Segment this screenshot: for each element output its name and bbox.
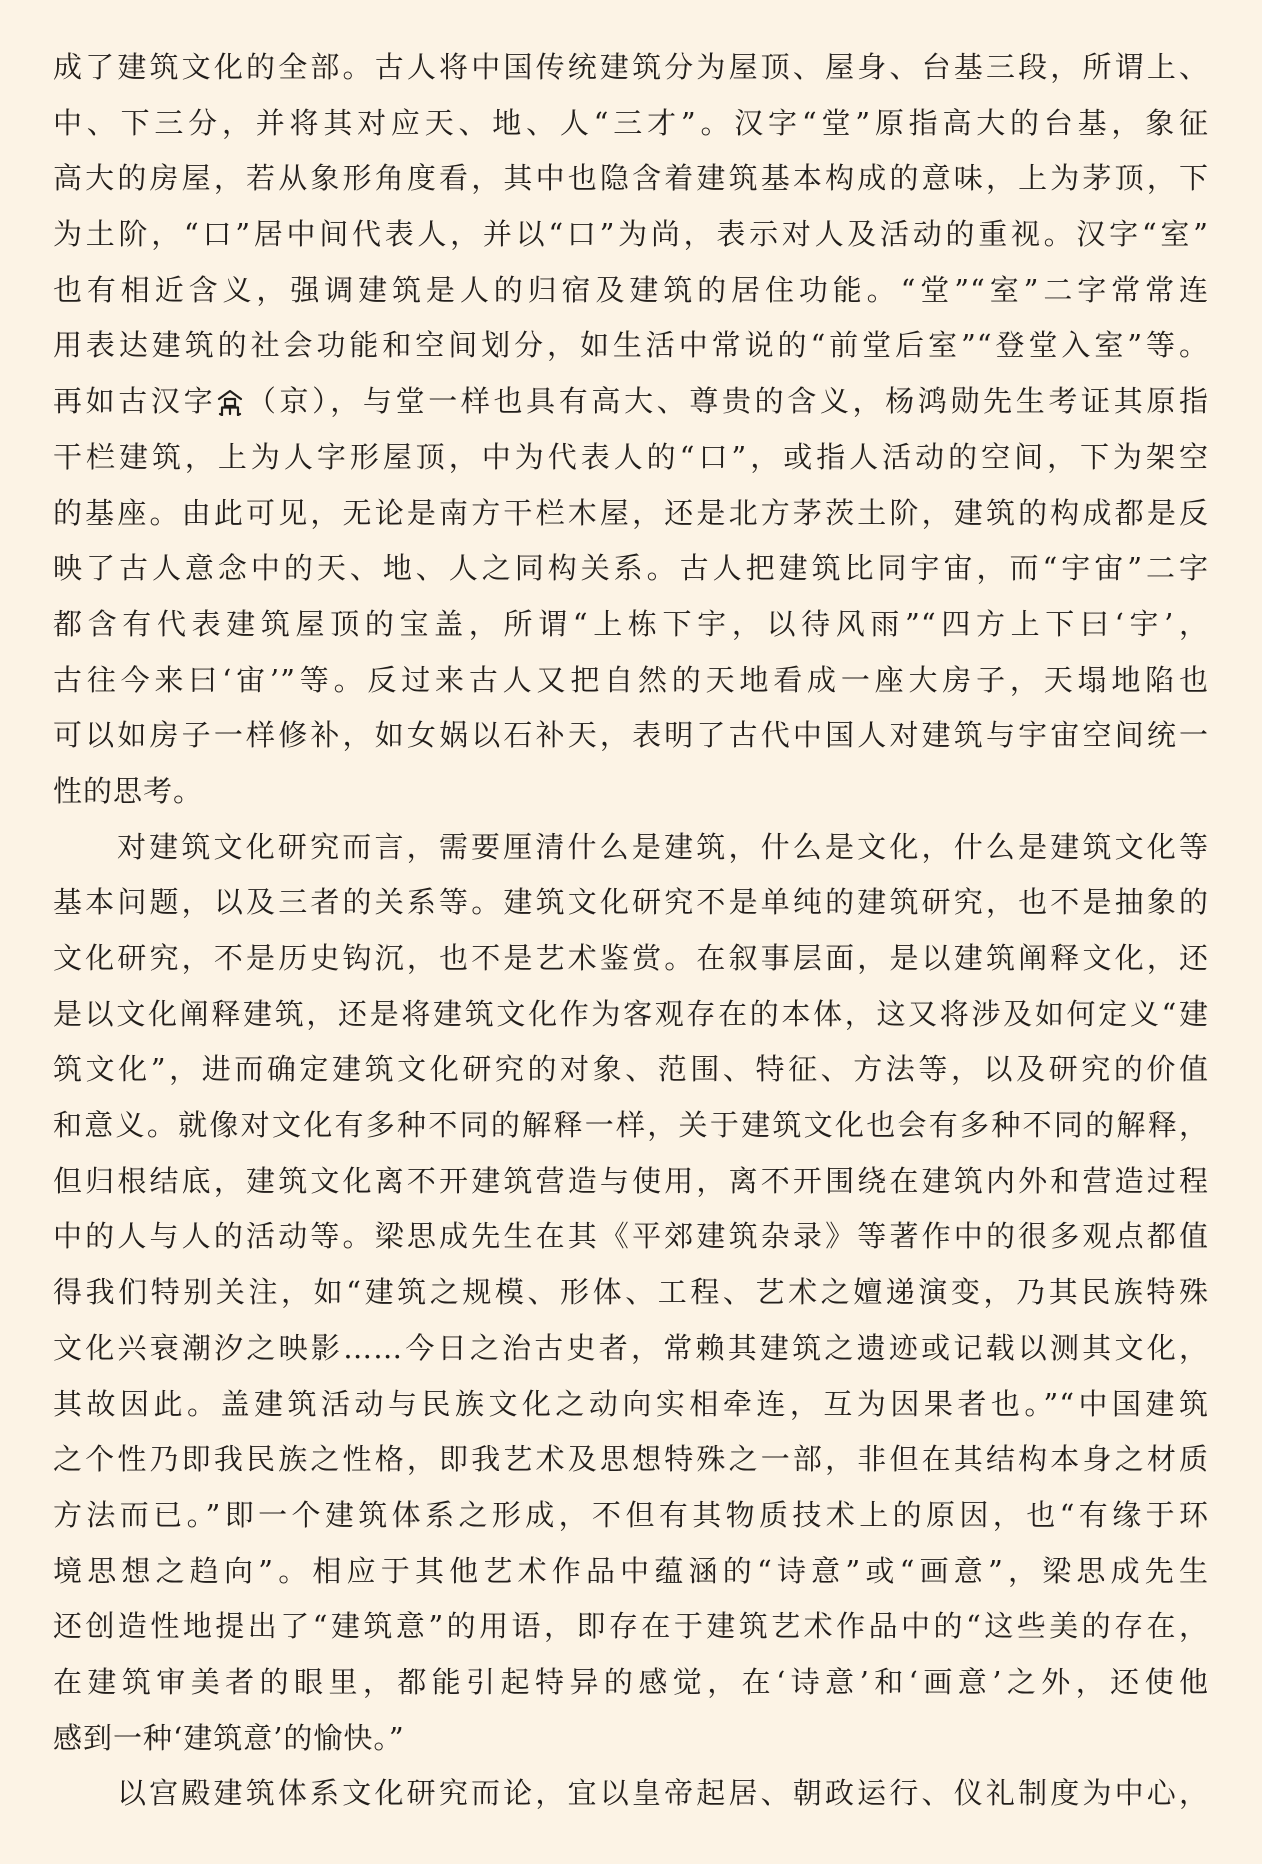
text-line: 的基座。由此可见，无论是南方干栏木屋，还是北方茅茨土阶，建筑的构成都是反 — [53, 495, 1209, 530]
text-line: 高大的房屋，若从象形角度看，其中也隐含着建筑基本构成的意味，上为茅顶，下 — [53, 161, 1209, 196]
text-line: 之个性乃即我民族之性格，即我艺术及思想特殊之一部，非但在其结构本身之材质 — [53, 1442, 1209, 1477]
paragraph-1 — [53, 40, 1209, 820]
text-line: 在建筑审美者的眼里，都能引起特异的感觉，在‘诗意’和‘画意’之外，还使他 — [53, 1664, 1209, 1699]
text-line: 文化兴衰潮汐之映影……今日之治古史者，常赖其建筑之遗迹或记载以测其文化， — [53, 1330, 1209, 1365]
text-line — [53, 374, 1209, 430]
text-line: 为土阶，“口”居中间代表人，并以“口”为尚，表示对人及活动的重视。汉字“室” — [53, 217, 1209, 252]
text-line: 古往今来曰‘宙’”等。反过来古人又把自然的天地看成一座大房子，天塌地陷也 — [53, 662, 1209, 697]
text-line: 方法而已。”即一个建筑体系之形成，不但有其物质技术上的原因，也“有缘于环 — [53, 1497, 1209, 1532]
text-line: 都含有代表建筑屋顶的宝盖，所谓“上栋下宇，以待风雨”“四方上下曰‘宇’， — [53, 606, 1209, 641]
ancient-jing-glyph-icon — [216, 388, 244, 416]
text-line: 境思想之趋向”。相应于其他艺术作品中蕴涵的“诗意”或“画意”，梁思成先生 — [53, 1553, 1209, 1588]
text-line: 可以如房子一样修补，如女娲以石补天，表明了古代中国人对建筑与宇宙空间统一 — [53, 718, 1209, 753]
paragraph-3 — [53, 1766, 1209, 1822]
text-line: 中、下三分，并将其对应天、地、人“三才”。汉字“堂”原指高大的台基，象征 — [53, 105, 1209, 140]
text-line: 还创造性地提出了“建筑意”的用语，即存在于建筑艺术作品中的“这些美的存在， — [53, 1609, 1209, 1644]
text-line: 其故因此。盖建筑活动与民族文化之动向实相牵连，互为因果者也。”“中国建筑 — [53, 1386, 1209, 1421]
text-segment: 再如古汉字 — [53, 384, 217, 419]
text-line: 干栏建筑，上为人字形屋顶，中为代表人的“口”，或指人活动的空间，下为架空 — [53, 439, 1209, 474]
text-line: 也有相近含义，强调建筑是人的归宿及建筑的居住功能。“堂”“室”二字常常连 — [53, 272, 1209, 307]
paragraph-2 — [53, 820, 1209, 1767]
text-segment: （京），与堂一样也具有高大、尊贵的含义，杨鸿勋先生考证其原指 — [244, 384, 1209, 419]
text-line: 和意义。就像对文化有多种不同的解释一样，关于建筑文化也会有多种不同的解释， — [53, 1108, 1209, 1143]
text-line: 成了建筑文化的全部。古人将中国传统建筑分为屋顶、屋身、台基三段，所谓上、 — [53, 50, 1209, 84]
page-body-text — [53, 40, 1209, 1822]
text-line: 用表达建筑的社会功能和空间划分，如生活中常说的“前堂后室”“登堂入室”等。 — [53, 328, 1209, 363]
text-line: 以宫殿建筑体系文化研究而论，宜以皇帝起居、朝政运行、仪礼制度为中心， — [117, 1776, 1209, 1811]
text-line: 感到一种‘建筑意’的愉快。” — [53, 1720, 405, 1755]
text-line: 得我们特别关注，如“建筑之规模、形体、工程、艺术之嬗递演变，乃其民族特殊 — [53, 1275, 1209, 1310]
text-line: 筑文化”，进而确定建筑文化研究的对象、范围、特征、方法等，以及研究的价值 — [53, 1052, 1209, 1087]
text-line: 但归根结底，建筑文化离不开建筑营造与使用，离不开围绕在建筑内外和营造过程 — [53, 1163, 1209, 1198]
text-line: 文化研究，不是历史钩沉，也不是艺术鉴赏。在叙事层面，是以建筑阐释文化，还 — [53, 941, 1209, 975]
text-line: 是以文化阐释建筑，还是将建筑文化作为客观存在的本体，这又将涉及如何定义“建 — [53, 996, 1209, 1031]
text-line: 中的人与人的活动等。梁思成先生在其《平郊建筑杂录》等著作中的很多观点都值 — [53, 1219, 1209, 1254]
text-line: 映了古人意念中的天、地、人之同构关系。古人把建筑比同宇宙，而“宇宙”二字 — [53, 551, 1209, 586]
text-line: 对建筑文化研究而言，需要厘清什么是建筑，什么是文化，什么是建筑文化等 — [117, 829, 1209, 864]
text-line: 性的思考。 — [53, 773, 204, 808]
text-line: 基本问题，以及三者的关系等。建筑文化研究不是单纯的建筑研究，也不是抽象的 — [53, 885, 1209, 920]
